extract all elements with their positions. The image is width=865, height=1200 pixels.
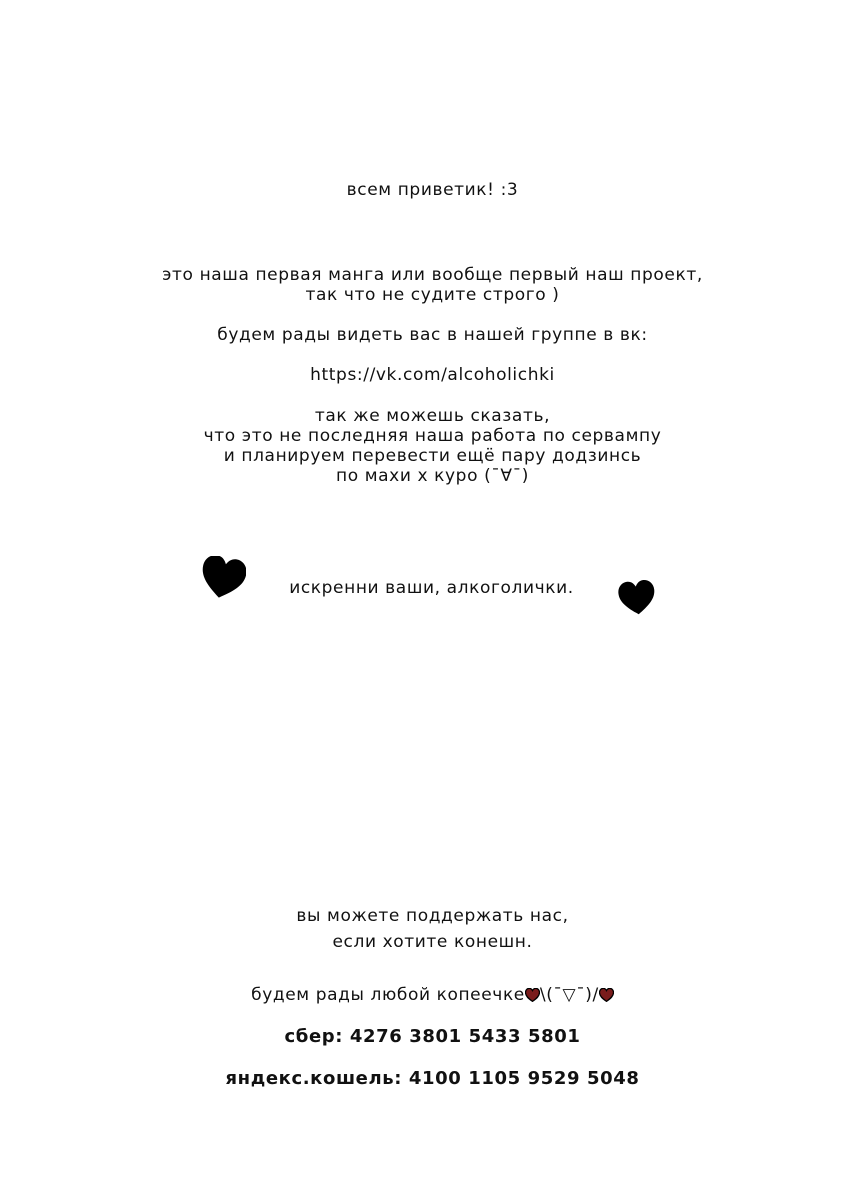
group-link[interactable]: https://vk.com/alcoholichki bbox=[310, 365, 555, 385]
intro-line-1: это наша первая манга или вообще первый наш проект, bbox=[162, 265, 703, 285]
yandex-wallet: яндекс.кошель: 4100 1105 9529 5048 bbox=[225, 1068, 640, 1089]
thanks-line bbox=[0, 985, 865, 1007]
signature-text: искренни ваши, алкоголички. bbox=[289, 578, 574, 598]
heart-icon bbox=[599, 987, 614, 1007]
heart-icon bbox=[525, 987, 540, 1007]
support-line-1: вы можете поддержать нас, bbox=[296, 906, 569, 926]
plans-line-4: по махи x куро (¯∀¯) bbox=[336, 466, 529, 486]
greeting-text: всем приветик! :3 bbox=[346, 180, 519, 200]
thanks-text: будем рады любой копеечке bbox=[251, 985, 525, 1005]
sber-account: сбер: 4276 3801 5433 5801 bbox=[284, 1026, 581, 1047]
group-invite-text: будем рады видеть вас в нашей группе в вк: bbox=[217, 325, 648, 345]
plans-line-3: и планируем перевести ещё пару додзинсь bbox=[223, 446, 642, 466]
heart-icon bbox=[617, 580, 657, 616]
support-line-2: если хотите конешн. bbox=[332, 932, 533, 952]
kaomoji-text: \(¯▽¯)/ bbox=[539, 985, 599, 1005]
plans-line-2: что это не последняя наша работа по сервампу bbox=[203, 426, 662, 446]
intro-line-2: так что не судите строго ) bbox=[305, 285, 560, 305]
plans-line-1: так же можешь сказать, bbox=[314, 406, 551, 426]
